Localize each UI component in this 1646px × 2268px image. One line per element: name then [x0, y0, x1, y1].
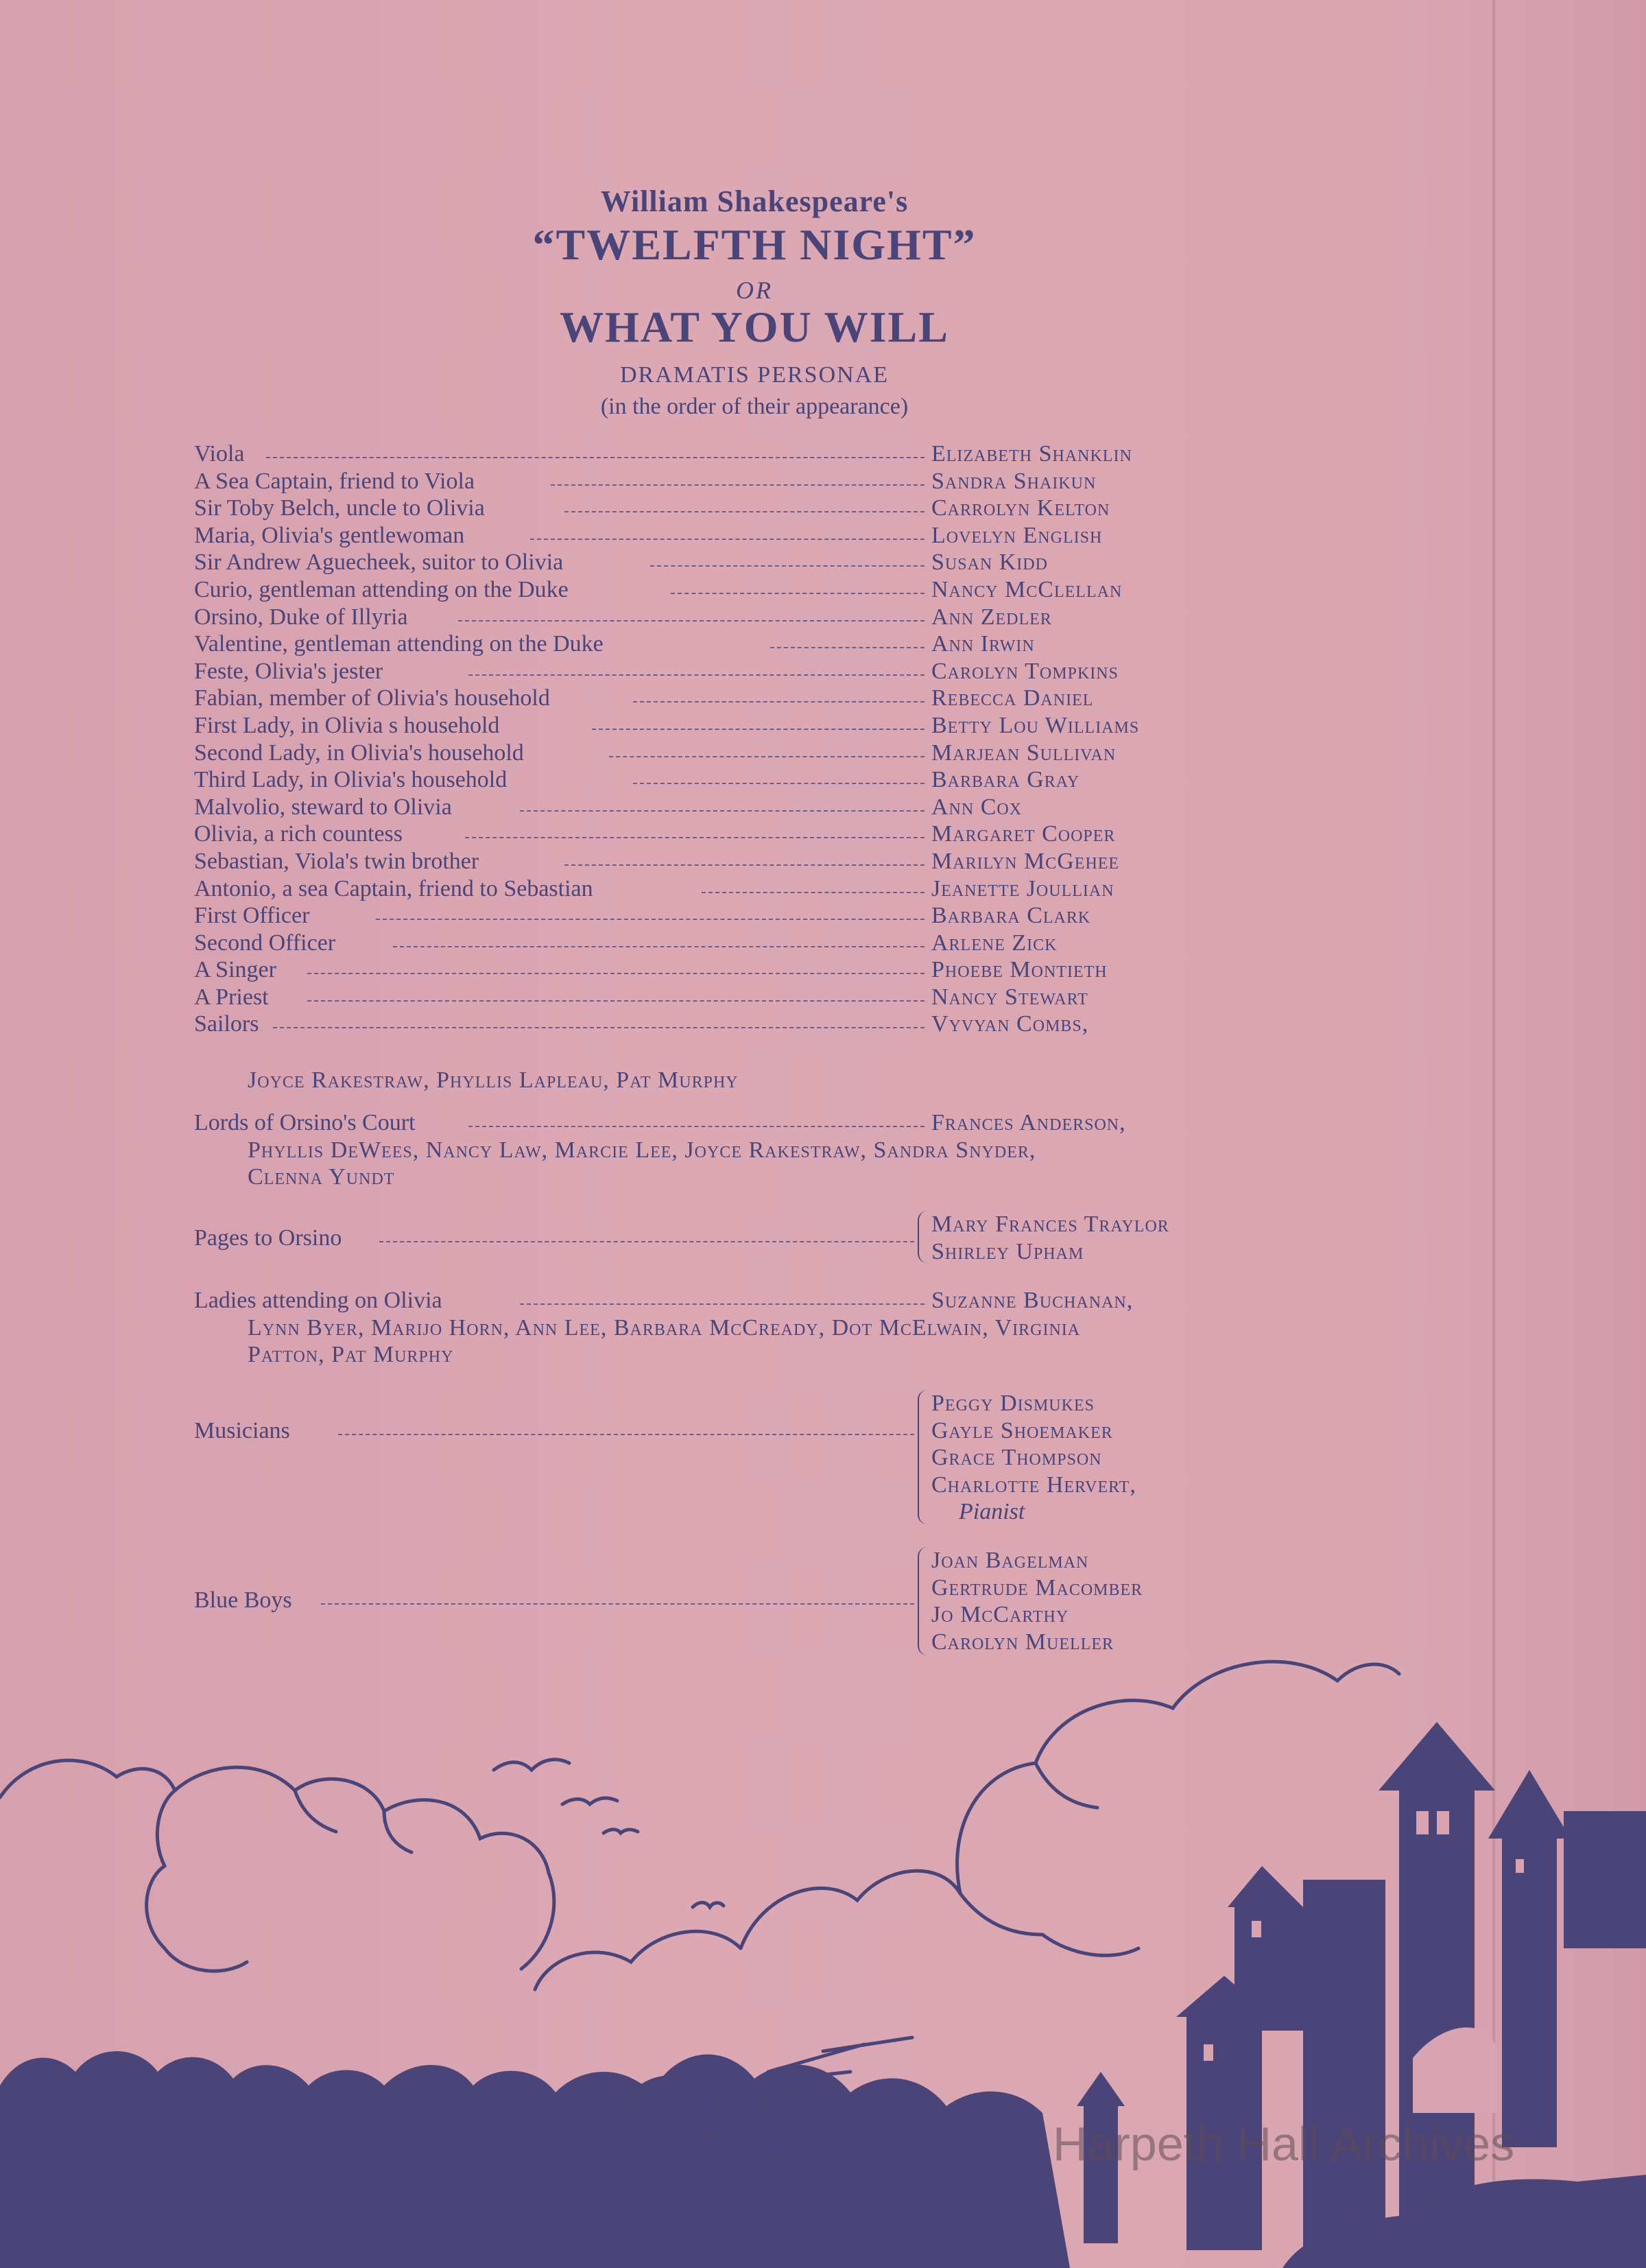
role-name: Fabian, member of Olivia's household	[194, 685, 550, 711]
actor-name: Barbara Gray	[931, 767, 1080, 793]
role-name: Musicians	[194, 1418, 290, 1443]
continuation-names: Clenna Yundt	[248, 1164, 395, 1190]
pages-block	[194, 1211, 1305, 1264]
cast-row	[194, 712, 1305, 740]
role-name: Lords of Orsino's Court	[194, 1110, 416, 1135]
dotted-leader	[379, 1241, 914, 1242]
dotted-leader	[530, 539, 925, 540]
dotted-leader	[564, 511, 925, 512]
dotted-leader	[376, 919, 925, 920]
actor-name: Frances Anderson,	[931, 1110, 1126, 1135]
archive-watermark: Harpeth Hall Archives	[1053, 2117, 1515, 2171]
play-subtitle: WHAT YOU WILL	[560, 303, 949, 351]
role-name: Curio, gentleman attending on the Duke	[194, 576, 569, 602]
dotted-leader	[671, 593, 925, 594]
actor-name: Marilyn McGehee	[931, 848, 1120, 874]
order-note: (in the order of their appearance)	[600, 394, 909, 419]
castle-landscape-illustration	[0, 1633, 1646, 2268]
dotted-leader	[650, 565, 925, 567]
actor-name: Marjean Sullivan	[931, 740, 1117, 766]
dotted-leader	[266, 457, 925, 458]
cast-row	[194, 468, 1305, 495]
cast-row	[194, 549, 1305, 576]
role-name: Antonio, a sea Captain, friend to Sebastian	[194, 875, 593, 901]
cast-row	[194, 1011, 1305, 1038]
cast-row	[194, 658, 1305, 685]
role-name: First Officer	[194, 903, 310, 929]
role-name: Olivia, a rich countess	[194, 821, 403, 847]
cast-row	[194, 604, 1305, 631]
actor-name: Jo McCarthy	[931, 1602, 1069, 1628]
role-name: Maria, Olivia's gentlewoman	[194, 522, 465, 548]
continuation-row	[194, 1314, 1305, 1342]
dotted-leader	[458, 620, 925, 622]
actor-name: Rebecca Daniel	[931, 685, 1094, 711]
dotted-leader	[393, 946, 925, 947]
author-line: William Shakespeare's	[600, 185, 909, 218]
actor-name: Ann Irwin	[931, 631, 1035, 657]
continuation-names: Lynn Byer, Marijo Horn, Ann Lee, Barbara McCready, Dot McElwain, Virginia	[248, 1314, 1081, 1340]
cast-row	[194, 576, 1305, 604]
dotted-leader	[307, 973, 925, 974]
dotted-leader	[551, 484, 925, 486]
cast-row	[194, 984, 1305, 1011]
actor-name: Shirley Upham	[931, 1238, 1084, 1264]
actor-name: Suzanne Buchanan,	[931, 1288, 1134, 1313]
role-name: Sailors	[194, 1011, 259, 1037]
dotted-leader	[770, 647, 925, 648]
role-name: First Lady, in Olivia s household	[194, 712, 500, 738]
dotted-leader	[564, 864, 925, 866]
actor-name: Peggy Dismukes	[931, 1391, 1095, 1416]
dramatis-personae-heading: DRAMATIS PERSONAE	[620, 362, 889, 388]
dotted-leader	[592, 729, 925, 730]
cast-row	[194, 902, 1305, 930]
role-name: Sir Andrew Aguecheek, suitor to Olivia	[194, 550, 564, 576]
dotted-leader	[520, 1303, 925, 1305]
actor-name: Betty Lou Williams	[931, 712, 1140, 738]
role-name: Malvolio, steward to Olivia	[194, 794, 452, 820]
actor-name: Vyvyan Combs,	[931, 1011, 1089, 1037]
cast-row	[194, 1417, 921, 1445]
continuation-row	[194, 1137, 1305, 1164]
cast-row	[194, 1109, 1305, 1137]
actor-name: Gertrude Macomber	[931, 1574, 1143, 1600]
cast-row	[194, 956, 1305, 984]
cast-row	[194, 875, 1305, 903]
role-name: Orsino, Duke of Illyria	[194, 604, 408, 630]
role-name: Viola	[194, 441, 245, 466]
actor-name: Ann Zedler	[931, 604, 1052, 630]
dotted-leader	[321, 1603, 914, 1605]
actor-name: Grace Thompson	[931, 1445, 1102, 1471]
actor-name: Charlotte Hervert,	[931, 1472, 1136, 1498]
role-name: Third Lady, in Olivia's household	[194, 767, 508, 793]
actor-name: Joan Bagelman	[931, 1548, 1089, 1573]
brace	[918, 1390, 929, 1524]
role-name: Sir Toby Belch, uncle to Olivia	[194, 495, 485, 521]
actor-name: Nancy McClellan	[931, 576, 1123, 602]
dotted-leader	[307, 1000, 925, 1002]
cast-row	[194, 930, 1305, 957]
continuation-row	[194, 1067, 1305, 1094]
actor-name: Phoebe Montieth	[931, 957, 1108, 983]
or-line: OR	[736, 276, 773, 304]
lords-block	[194, 1109, 1305, 1191]
cast-row	[194, 766, 1305, 794]
role-name: Pages to Orsino	[194, 1225, 342, 1251]
role-name: Sebastian, Viola's twin brother	[194, 848, 479, 874]
role-name: Second Officer	[194, 930, 336, 956]
dotted-leader	[338, 1434, 914, 1435]
role-name: Feste, Olivia's jester	[194, 658, 383, 684]
dotted-leader	[520, 810, 925, 812]
actor-name: Barbara Clark	[931, 903, 1091, 929]
actor-name: Carrolyn Kelton	[931, 495, 1110, 521]
dotted-leader	[468, 1126, 925, 1127]
cast-row	[194, 1587, 921, 1614]
cast-list	[194, 440, 1305, 1038]
cast-row	[194, 740, 1305, 767]
sailors-continuation-block	[194, 1067, 1305, 1094]
dotted-leader	[702, 892, 925, 893]
continuation-names: Phyllis DeWees, Nancy Law, Marcie Lee, Joyce Rakestraw, Sandra Snyder,	[248, 1137, 1036, 1163]
cast-row	[194, 794, 1305, 821]
cast-row	[194, 820, 1305, 848]
actor-name: Elizabeth Shanklin	[931, 441, 1132, 466]
actor-name: Nancy Stewart	[931, 984, 1088, 1010]
dotted-leader	[465, 837, 925, 838]
actor-name: Carolyn Mueller	[931, 1629, 1114, 1655]
actor-name: Gayle Shoemaker	[931, 1417, 1113, 1443]
actor-name: Carolyn Tompkins	[931, 658, 1119, 684]
cast-row	[194, 848, 1305, 875]
role-name: A Singer	[194, 957, 276, 983]
dotted-leader	[633, 783, 925, 784]
actor-name: Margaret Cooper	[931, 821, 1116, 847]
continuation-row	[194, 1341, 1305, 1369]
pianist-note: Pianist	[959, 1499, 1025, 1525]
role-name: Valentine, gentleman attending on the Duke	[194, 631, 604, 657]
dotted-leader	[273, 1027, 925, 1028]
actor-name: Jeanette Joullian	[931, 875, 1114, 901]
ladies-block	[194, 1287, 1305, 1369]
role-name: A Sea Captain, friend to Viola	[194, 468, 475, 494]
actor-name: Ann Cox	[931, 794, 1023, 820]
actor-name: Sandra Shaikun	[931, 468, 1097, 494]
continuation-row	[194, 1163, 1305, 1191]
cast-row	[194, 685, 1305, 712]
brace	[918, 1211, 929, 1263]
dotted-leader	[468, 674, 925, 676]
actor-name: Arlene Zick	[931, 930, 1058, 956]
dotted-leader	[609, 756, 925, 757]
cast-row	[194, 522, 1305, 550]
cast-row	[194, 495, 1305, 522]
dotted-leader	[633, 701, 925, 702]
play-title: “TWELFTH NIGHT”	[532, 220, 977, 269]
cast-row	[194, 440, 1305, 468]
continuation-names: Joyce Rakestraw, Phyllis Lapleau, Pat Murphy	[248, 1067, 739, 1093]
actor-name: Susan Kidd	[931, 550, 1048, 576]
role-name: Ladies attending on Olivia	[194, 1288, 442, 1313]
actor-name: Lovelyn English	[931, 522, 1103, 548]
role-name: Second Lady, in Olivia's household	[194, 740, 524, 766]
cast-row	[194, 630, 1305, 658]
actor-name: Mary Frances Traylor	[931, 1212, 1169, 1237]
cast-row	[194, 1287, 1305, 1314]
role-name: A Priest	[194, 984, 269, 1010]
role-name: Blue Boys	[194, 1587, 292, 1613]
continuation-names: Patton, Pat Murphy	[248, 1342, 454, 1368]
